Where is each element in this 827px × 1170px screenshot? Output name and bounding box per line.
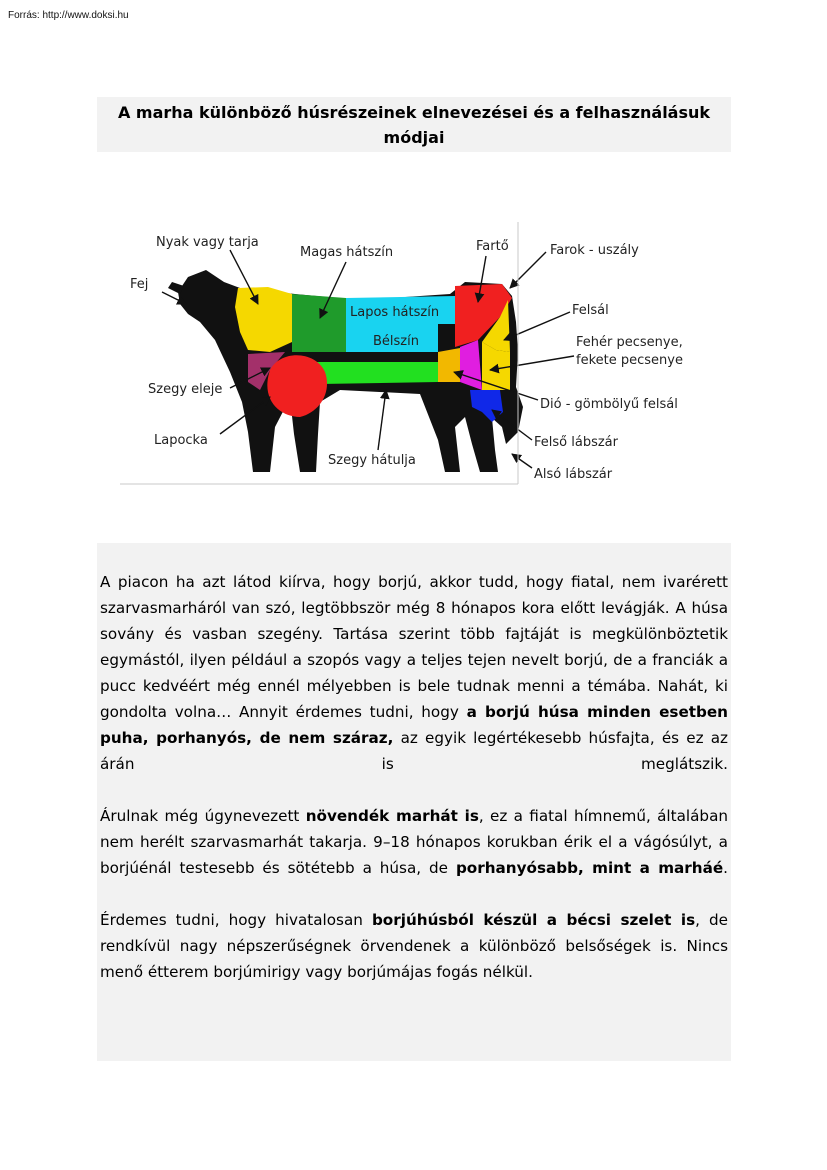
label-belszin: Bélszín xyxy=(373,334,419,349)
beef-cuts-diagram xyxy=(120,222,720,490)
label-felso-labszar: Felső lábszár xyxy=(534,435,618,450)
paragraph-1: A piacon ha azt látod kiírva, hogy borjú, akkor tudd, hogy fiatal, nem ivarérett szarvasmarháról van szó, legtöbbször még 8 hónapos kora előtt levágják. A húsa sovány és vasban szegény. Tartása szerint több fajtáját is megkülönböztetik egymástól, ilyen például a szopós vagy a teljes tejen nevelt borjú, de a franciák a pucc kedvéért még ennél mélyebben is bele tudnak menni a témába. Nahát, ki gondolta volna… Annyit érdemes tudni, hogy a borjú húsa minden esetben puha, porhanyós, de nem száraz, az egyik legértékesebb húsfajta, és ez az árán is meglátszik. xyxy=(100,573,729,773)
label-szegy-hatulja: Szegy hátulja xyxy=(328,453,416,468)
title-line-1: A marha különböző húsrészeinek elnevezései és a felhasználásuk xyxy=(117,103,711,122)
title-line-2: módjai xyxy=(383,128,445,147)
label-also-labszar: Alsó lábszár xyxy=(534,467,613,482)
label-lapocka: Lapocka xyxy=(154,433,208,448)
paragraph-3: Érdemes tudni, hogy hivatalosan borjúhúsból készül a bécsi szelet is, de rendkívül nagy népszerűségnek örvendenek a különböző belsőségek is. Nincs menő étterem borjúmirigy vagy borjúmájas fogás nélkül. xyxy=(100,911,728,981)
cut-magas-hatszin xyxy=(292,294,346,352)
label-felsal: Felsál xyxy=(572,303,609,318)
label-fej: Fej xyxy=(130,277,149,292)
label-nyak: Nyak vagy tarja xyxy=(156,235,259,250)
label-szegy-eleje: Szegy eleje xyxy=(148,382,223,397)
label-feher-1: Fehér pecsenye, xyxy=(576,335,683,350)
label-farok: Farok - uszály xyxy=(550,243,639,258)
label-magas-hatszin: Magas hátszín xyxy=(300,245,394,260)
article-text xyxy=(97,543,731,1061)
label-lapos-hatszin: Lapos hátszín xyxy=(350,305,440,320)
label-feher-2: fekete pecsenye xyxy=(576,353,683,368)
cut-dio xyxy=(438,348,460,382)
source-url: Forrás: http://www.doksi.hu xyxy=(8,10,129,21)
page-title xyxy=(97,97,731,152)
label-farto: Fartő xyxy=(476,239,509,254)
paragraph-2: Árulnak még úgynevezett növendék marhát is, ez a fiatal hímnemű, általában nem herélt szarvasmarhát takarja. 9–18 hónapos korukban érik el a vágósúlyt, a borjúénál testesebb és sötétebb a húsa, de porhanyósabb, mint a marháé. xyxy=(100,807,728,877)
label-dio: Dió - gömbölyű felsál xyxy=(540,397,678,412)
